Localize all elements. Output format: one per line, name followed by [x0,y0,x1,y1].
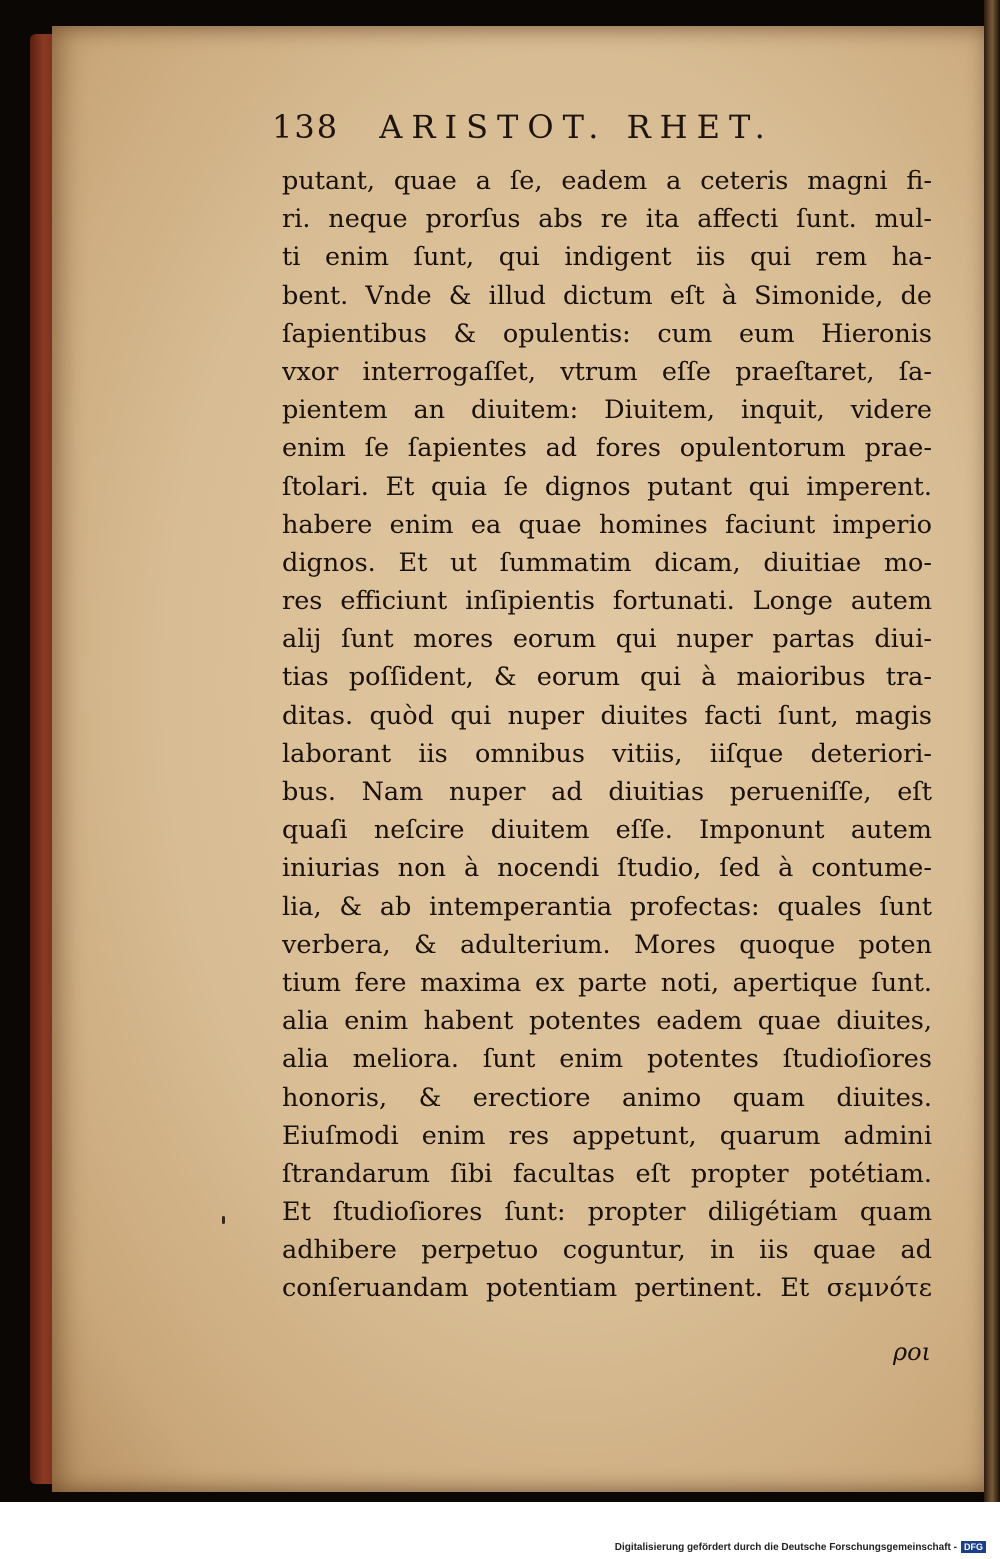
text-line: quaſi neſcire diuitem eſſe. Imponunt autem [282,815,932,846]
text-line: alia meliora. ſunt enim potentes ſtudioſiores [282,1044,932,1075]
text-line: ſtolari. Et quia ſe dignos putant qui imperent. [282,471,932,502]
text-line: iniurias non à nocendi ſtudio, ſed à contume- [282,853,932,884]
credit-text: Digitalisierung gefördert durch die Deutsche Forschungsgemeinschaft - [614,1541,957,1553]
text-line: enim ſe ſapientes ad fores opulentorum prae- [282,433,932,464]
text-line: conſeruandam potentiam pertinent. Et σεμνότε [282,1273,932,1304]
text-line: tium fere maxima ex parte noti, apertique ſunt. [282,967,932,998]
text-line: tias poſſident, & eorum qui à maioribus tra- [282,662,932,693]
ink-speck [222,1216,225,1224]
digitization-credit [615,1541,986,1553]
text-line: lia, & ab intemperantia profectas: quales ſunt [282,891,932,922]
text-line: ſapientibus & opulentis: cum eum Hieronis [282,318,932,349]
text-line: vxor interrogaſſet, vtrum eſſe praeſtaret, ſa- [282,356,932,387]
text-line: res efficiunt inſipientis fortunati. Longe autem [282,586,932,617]
text-line: bent. Vnde & illud dictum eſt à Simonide, de [282,280,932,311]
text-line: Et ſtudioſiores ſunt: propter diligétiam quam [282,1197,932,1228]
text-line: adhibere perpetuo coguntur, in iis quae ad [282,1235,932,1266]
catchword: ροι [893,1338,931,1366]
text-line: bus. Nam nuper ad diuitias perueniſſe, eſt [282,777,932,807]
dfg-logo: DFG [961,1541,986,1553]
page-header [272,108,872,146]
text-line: ri. neque prorſus abs re ita affecti ſunt. mul- [282,204,932,235]
text-line: putant, quae a ſe, eadem a ceteris magni fi- [282,166,932,196]
text-line: ti enim ſunt, qui indigent iis qui rem ha- [282,242,932,273]
page-number: 138 [272,108,340,146]
text-line: alia enim habent potentes eadem quae diuites, [282,1006,932,1037]
running-title: ARISTOT. RHET. [379,108,774,146]
text-line: habere enim ea quae homines faciunt imperio [282,509,932,540]
text-line: dignos. Et ut ſummatim dicam, diuitiae mo- [282,547,932,578]
text-line: ſtrandarum ſibi facultas eſt propter potétiam. [282,1158,932,1189]
text-line: pientem an diuitem: Diuitem, inquit, videre [282,395,932,426]
text-line: laborant iis omnibus vitiis, iiſque deteriori- [282,738,932,769]
text-line: ditas. quòd qui nuper diuites facti ſunt, magis [282,700,932,731]
page-stack-edge [984,0,1000,1559]
body-text [282,162,932,1308]
text-line: Eiuſmodi enim res appetunt, quarum admini [282,1120,932,1151]
text-line: verbera, & adulterium. Mores quoque poten [282,929,932,960]
text-line: alij ſunt mores eorum qui nuper partas diui- [282,624,932,655]
text-line: honoris, & erectiore animo quam diuites. [282,1082,932,1113]
